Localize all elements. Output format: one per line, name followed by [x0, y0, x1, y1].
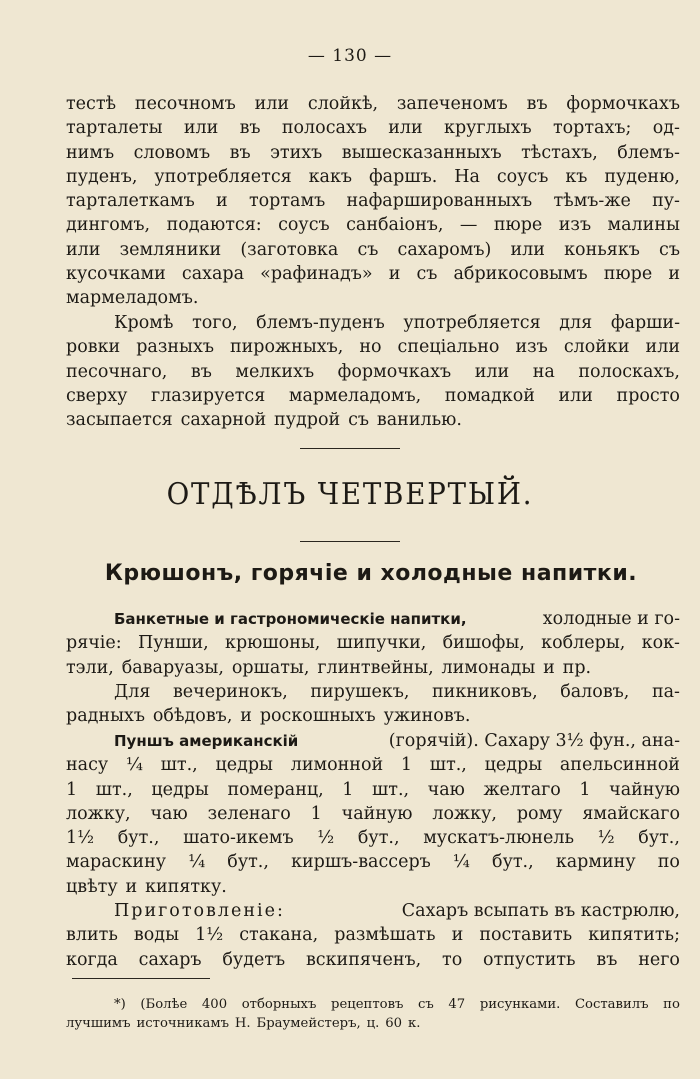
text-line: мараскину ¼ бут., киршъ-вассеръ ¼ бут., кармину по [66, 852, 680, 873]
text-line: песочнаго, въ мелкихъ формочкахъ или на полоскахъ, [66, 361, 680, 382]
footnote [66, 995, 680, 1033]
section-divider [300, 448, 400, 449]
text-line: мармеладомъ. [66, 288, 199, 309]
text-line: рячіе: Пунши, крюшоны, шипучки, бишофы, коблеры, кок- [66, 633, 680, 654]
recipe-title: Пуншъ американскій [114, 732, 299, 750]
text-line [66, 899, 680, 923]
line-rest: холодные и го- [542, 609, 680, 629]
text-line: дингомъ, подаются: соусъ санбаіонъ, — пюре изъ малины [66, 215, 680, 236]
page-number: — 130 — [307, 46, 393, 66]
preparation-label: Приготовленіе: [114, 901, 285, 921]
line-rest: Сахаръ всыпать въ кастрюлю, [401, 901, 680, 921]
recipe-american-punch [66, 729, 680, 899]
text-line: Для вечеринокъ, пирушекъ, пикниковъ, баловъ, па- [114, 682, 680, 702]
text-line [66, 729, 680, 753]
text-line: тэли, баваруазы, оршаты, глинтвейны, лимонады и пр. [66, 657, 592, 678]
text-line: тарталеты или въ полосахъ или круглыхъ тортахъ; од- [66, 118, 680, 139]
text-line: нимъ словомъ въ этихъ вышесказанныхъ тѣстахъ, блемъ- [66, 142, 680, 163]
paragraph-blem-puden-filling [66, 92, 680, 311]
text-line: Кромѣ того, блемъ-пуденъ употребляется для фарши- [114, 313, 680, 333]
text-line: 1 шт., цедры померанц, 1 шт., чаю желтаго 1 чайную [66, 779, 680, 800]
text-line: ровки разныхъ пирожныхъ, но спеціально изъ слойки или [66, 337, 680, 358]
text-line: насу ¼ шт., цедры лимонной 1 шт., цедры апельсинной [66, 755, 680, 776]
text-line: цвѣту и кипятку. [66, 876, 227, 897]
text-line: кусочками сахара «рафинадъ» и съ абрикосовымъ пюре и [66, 264, 680, 285]
lead-term: Банкетные и гастрономическіе напитки, [114, 610, 467, 628]
title-divider [300, 541, 400, 542]
text-line: радныхъ обѣдовъ, и роскошныхъ ужиновъ. [66, 706, 471, 727]
recipe-preparation [66, 899, 680, 972]
text-line: пуденъ, употребляется какъ фаршъ. На соусъ къ пуденю, [66, 166, 680, 187]
paragraph-pastry-usage [66, 311, 680, 432]
text-line: тарталеткамъ и тортамъ нафаршированныхъ тѣмъ-же пу- [66, 191, 680, 212]
footnote-divider [72, 978, 210, 979]
text-line: тестѣ песочномъ или слойкѣ, запеченомъ въ формочкахъ [66, 94, 680, 114]
footnote-line: *) (Болѣе 400 отборныхъ рецептовъ съ 47 рисунками. Составилъ по [114, 997, 680, 1012]
line-rest: (горячій). Сахару 3½ фун., ана- [388, 731, 680, 751]
paragraph-banquet-drinks [66, 607, 680, 680]
text-line: засыпается сахарной пудрой съ ванилью. [66, 410, 462, 431]
text-line [66, 607, 680, 631]
text-line: сверху глазируется мармеладомъ, помадкой или просто [66, 385, 680, 406]
paragraph-occasions [66, 680, 680, 729]
text-line: влить воды 1½ стакана, размѣшать и поставить кипятить; [66, 925, 680, 946]
text-line: когда сахаръ будетъ вскипяченъ, то отпустить въ него [66, 949, 680, 970]
text-line: 1½ бут., шато-икемъ ½ бут., мускатъ-люнель ½ бут., [66, 828, 680, 849]
text-line: или земляники (заготовка съ сахаромъ) или коньякъ съ [66, 239, 680, 260]
chapter-subtitle: Крюшонъ, горячіе и холодные напитки. [104, 561, 638, 586]
footnote-line: лучшимъ источникамъ Н. Браумейстеръ, ц. 60 к. [66, 1016, 421, 1031]
section-title: ОТДѢЛЪ ЧЕТВЕРТЫЙ. [166, 477, 534, 512]
text-line: ложку, чаю зеленаго 1 чайную ложку, рому ямайскаго [66, 803, 680, 824]
